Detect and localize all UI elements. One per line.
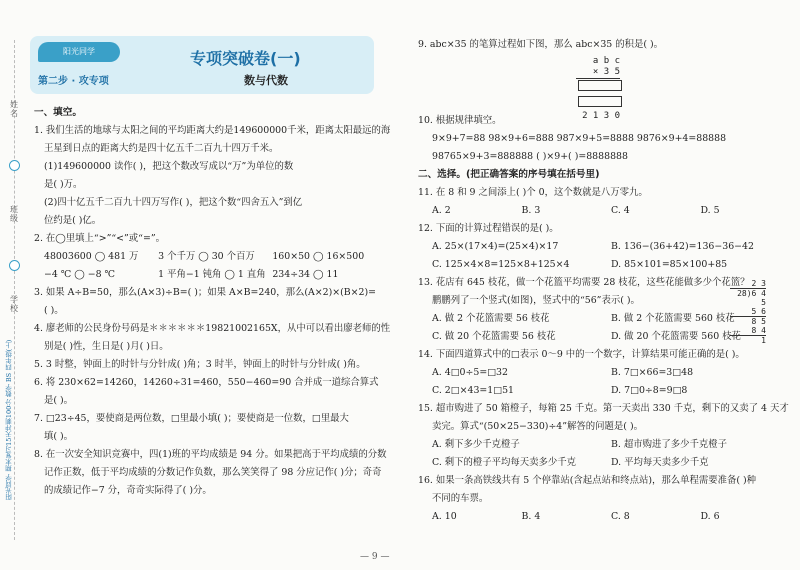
question-line: 3. 如果 A÷B=50，那么(A×3)÷B=( )；如果 A×B=240，那么(A×2)×(B×2)= xyxy=(34,287,377,298)
question-line: 6. 将 230×62=14260，14260÷31=460，550−460=90 合并成一道综合算式 xyxy=(34,377,379,388)
options-row xyxy=(418,238,790,256)
question-line: 10. 根据规律填空。 xyxy=(418,115,502,126)
question-line: 1. 我们生活的地球与太阳之间的平均距离大约是149600000千米，距离太阳最远的海 xyxy=(34,125,391,136)
question-line: 7. □23÷45，要使商是两位数，□里最小填( )；要使商是一位数，□里最大 xyxy=(34,413,349,424)
question-line: 8. 在一次安全知识竞赛中，四(1)班的平均成绩是 94 分。如果把高于平均成绩的分数 xyxy=(34,449,387,460)
question-line: 9. abc×35 的笔算过程如下图，那么 abc×35 的积是( )。 xyxy=(418,39,664,50)
question-line: 5. 3 时整，钟面上的时针与分针成( )角；3 时半，钟面上的时针与分针成( )角。 xyxy=(34,359,366,370)
question-line: 位约是( )亿。 xyxy=(44,215,102,226)
question-line: ( )。 xyxy=(44,305,64,316)
option: C. 做 20 个花篮需要 56 枝花 xyxy=(432,331,556,342)
calc-line: 5 6 xyxy=(751,307,766,316)
question-line: 的成绩记作−7 分，奇奇实际得了( )分。 xyxy=(44,485,212,496)
calc-line: × 3 5 xyxy=(592,67,620,77)
option: A. 剩下多少千克橙子 xyxy=(432,439,520,450)
option: B. 4 xyxy=(521,511,541,522)
calc-line: a b c xyxy=(592,56,620,66)
question-line: 16. 如果一条高铁线共有 5 个停靠站(含起点站和终点站)，那么单程需要准备( )种 xyxy=(418,475,757,486)
question-line: 12. 下面的计算过程错误的是( )。 xyxy=(418,223,559,234)
multiplication-figure xyxy=(560,56,620,122)
stage-label: 第二步 · 攻专项 xyxy=(38,76,109,87)
compare-item: 48003600 ◯ 481 万 xyxy=(44,251,139,262)
options-row xyxy=(418,508,790,526)
compare-row xyxy=(34,266,390,284)
compare-item: 1 平角−1 钝角 ◯ 1 直角 xyxy=(158,269,266,280)
calc-line: 8 5 xyxy=(730,316,766,326)
class-label: 班级 xyxy=(10,205,18,223)
question-line: 2. 在◯里填上“>”“<”或“=”。 xyxy=(34,233,165,244)
question-line: (1)149600000 读作( )，把这个数改写成以“万”为单位的数 xyxy=(44,161,294,172)
binding-hole xyxy=(9,260,20,271)
calc-line: 2 3 xyxy=(751,279,766,288)
question-line: 14. 下面四道算式中的□表示 0～9 中的一个数字，计算结果可能正确的是( )。 xyxy=(418,349,745,360)
option: A. 10 xyxy=(432,511,457,522)
option: B. 超市购进了多少千克橙子 xyxy=(611,439,727,450)
compare-item: 160×50 ◯ 16×500 xyxy=(272,251,365,262)
section-heading: 二、选择。(把正确答案的序号填在括号里) xyxy=(418,169,600,180)
option: B. 3 xyxy=(521,205,541,216)
option: D. 6 xyxy=(700,511,720,522)
compare-item: 3 个千万 ◯ 30 个百万 xyxy=(158,251,255,262)
question-line: 15. 超市购进了 50 箱橙子，每箱 25 千克。第一天卖出 330 千克，剩下的又卖了 4 天才 xyxy=(418,403,789,414)
page-subtitle: 数与代数 xyxy=(244,74,288,87)
left-column xyxy=(34,104,390,500)
question-line: 11. 在 8 和 9 之间添上( )个 0，这个数就是八万零九。 xyxy=(418,187,648,198)
question-line: 填( )。 xyxy=(44,431,74,442)
options-row xyxy=(418,364,790,382)
option: B. 136−(36+42)=136−36−42 xyxy=(611,241,754,252)
blank-box xyxy=(578,96,622,107)
question-line: 王星到日点的距离大约是四十亿五千二百九十四万千米。 xyxy=(44,143,279,154)
compare-item: 234÷34 ◯ 11 xyxy=(272,269,339,280)
question-line: 记作正数，低于平均成绩的分数记作负数，那么笑笑得了 98 分应记作( )分；奇奇 xyxy=(44,467,382,478)
option: B. 7□×66=3□48 xyxy=(611,367,694,378)
option: D. 做 20 个花篮需要 560 枝花 xyxy=(611,331,741,342)
book-spine-text: 阳光同学 期末复习15天冲刺100分 数学 BS 四年级(上) xyxy=(5,339,13,501)
question-line: 4. 廖老师的公民身份号码是＊＊＊＊＊＊19821002165X，从中可以看出廖老师的性 xyxy=(34,323,391,334)
page-title: 专项突破卷(一) xyxy=(190,49,301,68)
question-line: 不同的车票。 xyxy=(432,493,489,504)
pattern-line: 9×9+7=88 98×9+6=888 987×9+5=8888 9876×9+4=88888 xyxy=(432,133,727,144)
question-line: 是( )万。 xyxy=(44,179,83,190)
header-banner xyxy=(30,36,374,94)
name-label: 姓名 xyxy=(10,100,18,118)
blank-box xyxy=(578,80,622,91)
question-line: 鹏鹏列了一个竖式(如图)，竖式中的“56”表示( )。 xyxy=(432,295,640,306)
option: B. 做 2 个花篮需要 560 枝花 xyxy=(611,313,735,324)
page-number: — 9 — xyxy=(360,552,390,562)
question-line: (2)四十亿五千二百九十四万写作( )，把这个数“四舍五入”到亿 xyxy=(44,197,303,208)
options-row xyxy=(418,202,790,220)
question-line: 卖完。算式“(50×25−330)÷4”解答的问题是( )。 xyxy=(432,421,643,432)
calc-line: 8 4 xyxy=(751,326,766,335)
option: C. 2□×43=1□51 xyxy=(432,385,515,396)
school-label: 学校 xyxy=(10,295,18,313)
options-row xyxy=(418,436,790,454)
option: D. 7□0÷8=9□8 xyxy=(611,385,688,396)
options-row xyxy=(418,454,790,472)
option: D. 平均每天卖多少千克 xyxy=(611,457,709,468)
question-line: 13. 花店有 645 枝花，做一个花篮平均需要 28 枝花，这些花能做多少个花篮？ xyxy=(418,277,750,288)
question-line: 是( )。 xyxy=(44,395,74,406)
compare-item: −4 ℃ ◯ −8 ℃ xyxy=(44,269,116,280)
question-line: 别是( )性，生日是( )月( )日。 xyxy=(44,341,169,352)
division-figure xyxy=(730,279,766,345)
binding-hole xyxy=(9,160,20,171)
calc-line: 28)6 4 5 xyxy=(730,288,766,307)
option: C. 125×4×8=125×8+125×4 xyxy=(432,259,570,270)
brand-logo: 阳光同学 xyxy=(38,42,120,62)
options-row xyxy=(418,382,790,400)
option: A. 25×(17×4)=(25×4)×17 xyxy=(432,241,559,252)
option: D. 5 xyxy=(700,205,720,216)
calc-line: 1 xyxy=(730,335,766,345)
option: D. 85×101=85×100+85 xyxy=(611,259,728,270)
options-row xyxy=(418,256,790,274)
pattern-line: 98765×9+3=888888 ( )×9+( )=8888888 xyxy=(432,151,628,162)
option: C. 剩下的橙子平均每天卖多少千克 xyxy=(432,457,577,468)
option: C. 8 xyxy=(611,511,630,522)
option: C. 4 xyxy=(611,205,630,216)
option: A. 做 2 个花篮需要 56 枝花 xyxy=(432,313,550,324)
option: A. 2 xyxy=(432,205,451,216)
compare-row xyxy=(34,248,390,266)
section-heading: 一、填空。 xyxy=(34,107,82,118)
calc-line: 2 1 3 0 xyxy=(582,111,620,121)
option: A. 4□0÷5=□32 xyxy=(432,367,508,378)
